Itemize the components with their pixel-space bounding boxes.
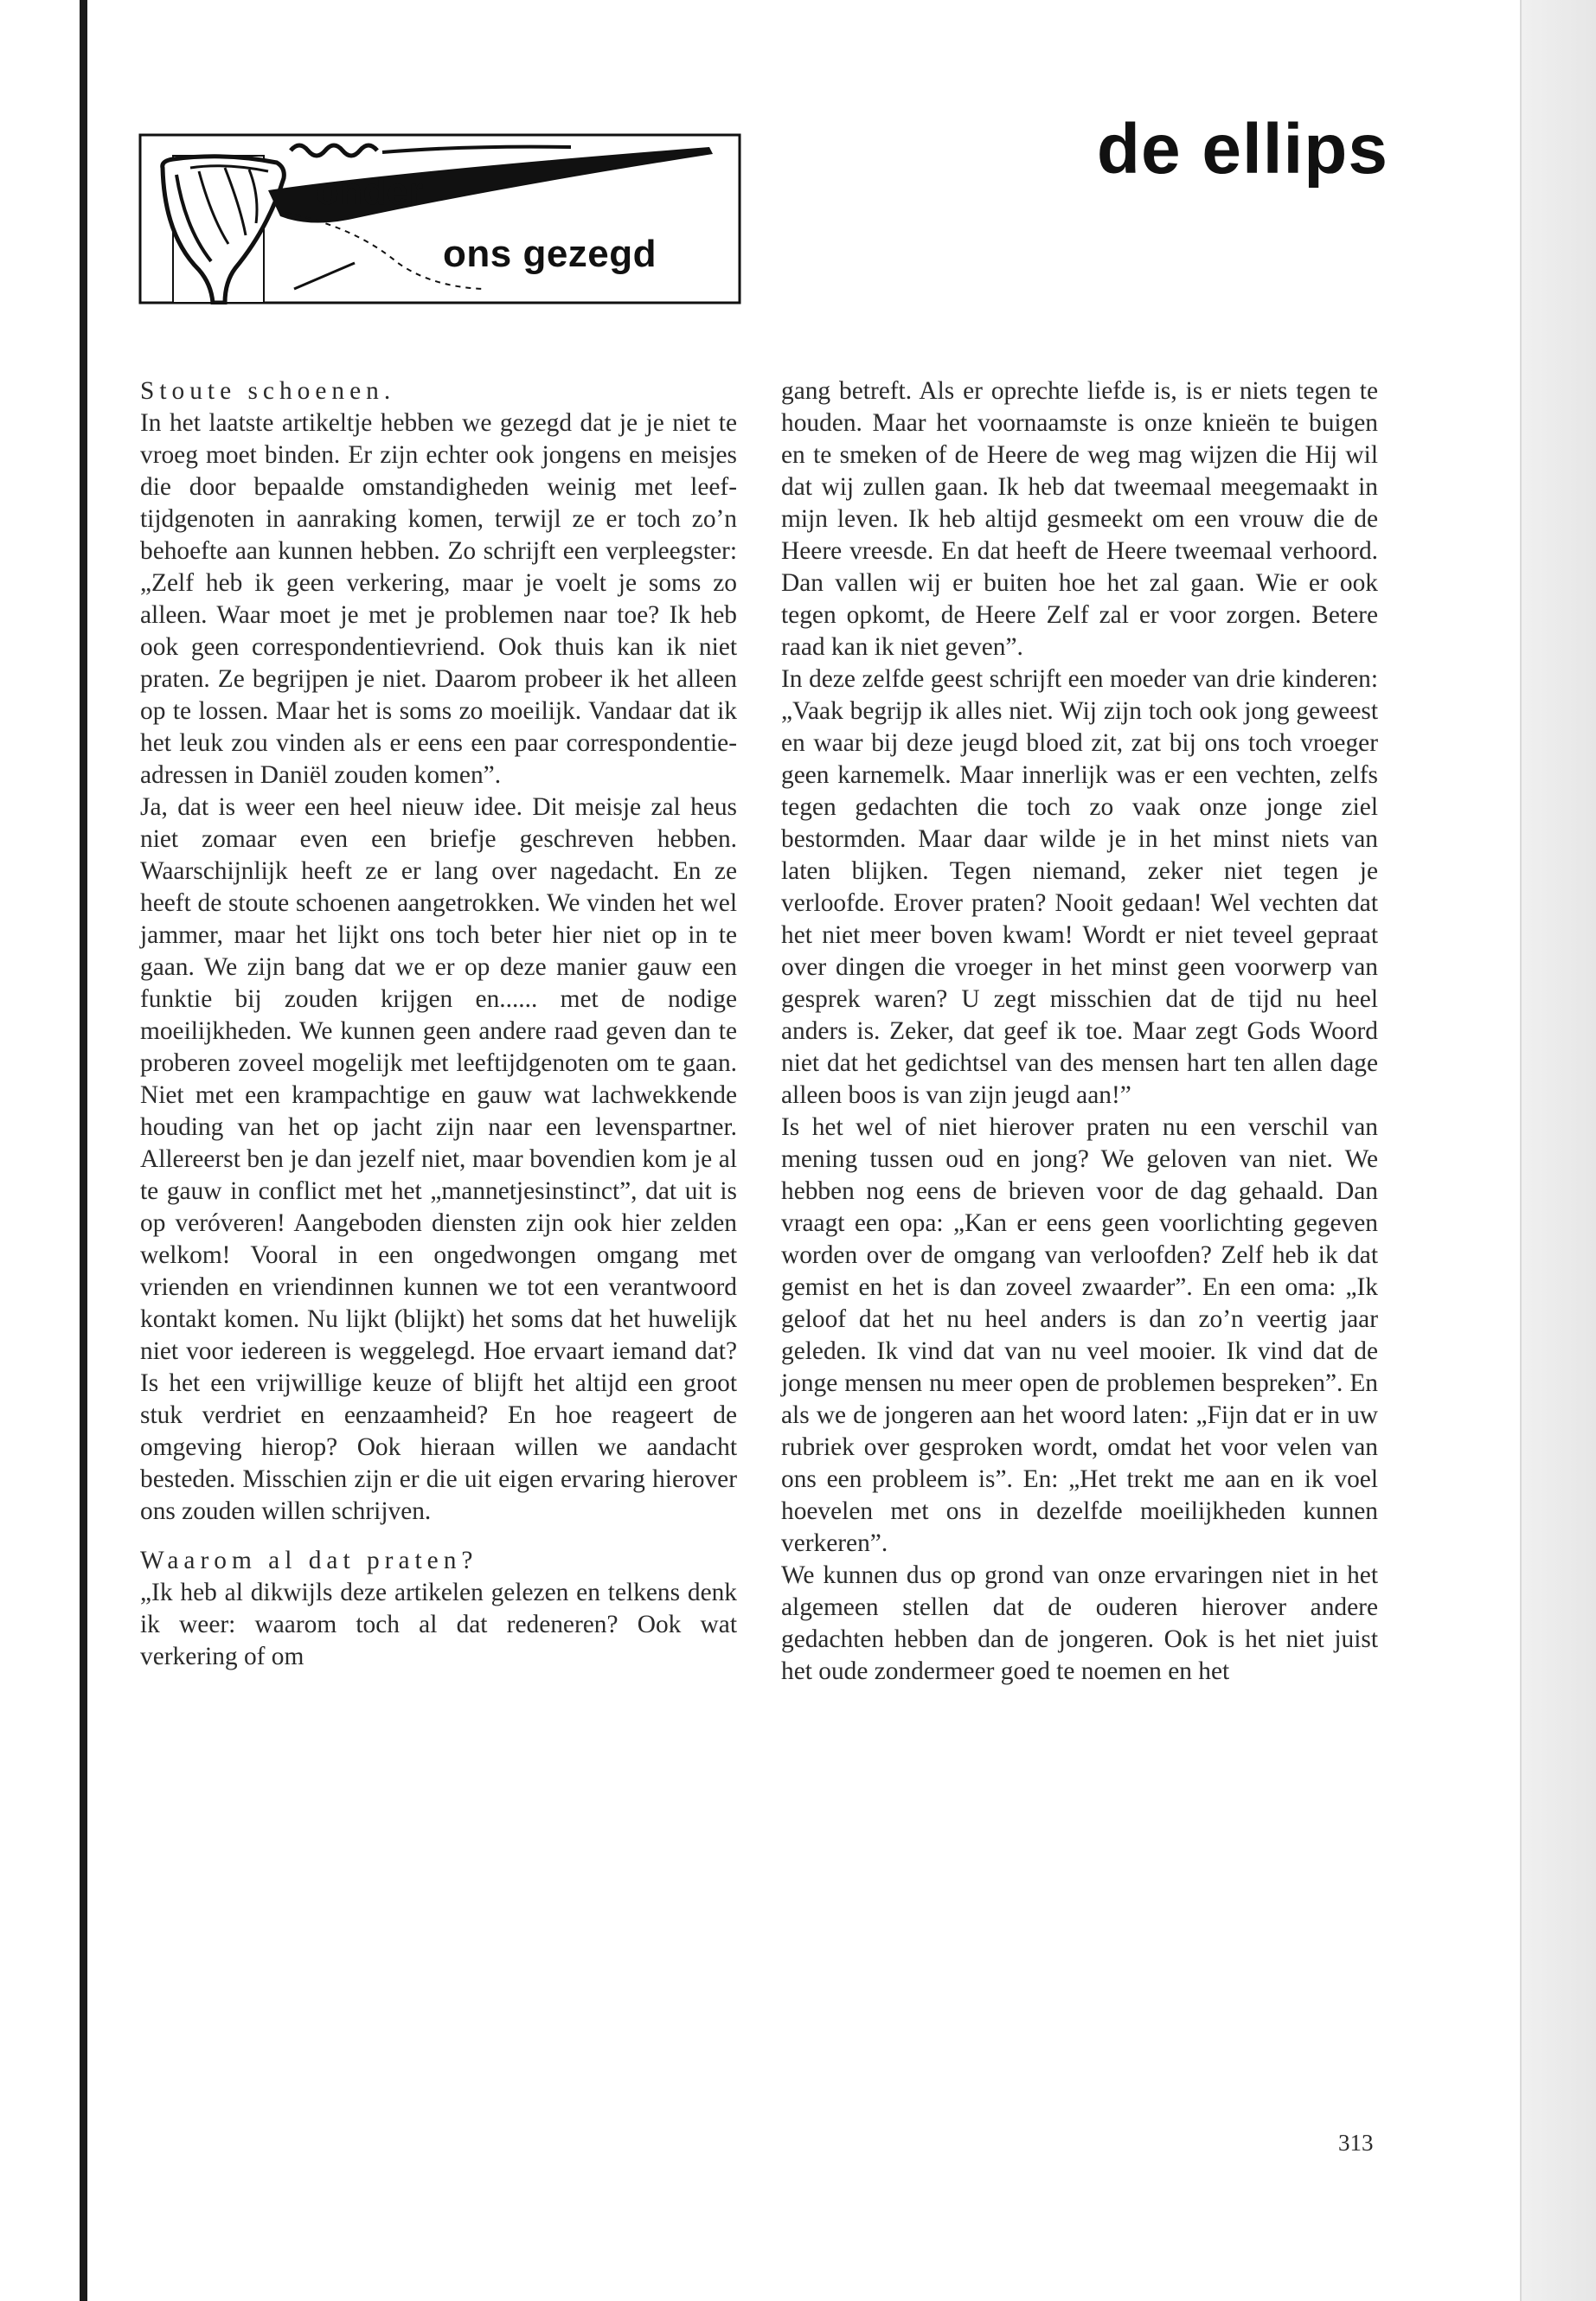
page-margin-right [1522,0,1596,2301]
paragraph: In deze zelfde geest schrijft een moeder van drie kinderen: „Vaak begrijp ik alles niet. Wij zijn toch ook jong geweest en waar bij deze jeugd bloed zit, zat bij ons toch vroeger geen karnemelk. Maar innerlijk was er een vechten, zelfs tegen gedachten die toch zo vaak onze jonge ziel bestormden. Maar daar wilde je in het minst niets van laten blijken. Tegen niemand, zeker niet tegen je verloofde. Erover praten? Nooit gedaan! Wel vechten dat het niet meer boven kwam! Wordt er niet teveel gepraat over dingen die vroeger in het minst geen voorwerp van gesprek waren? U zegt misschien dat de tijd nu heel anders is. Zeker, dat geef ik toe. Maar zegt Gods Woord niet dat het gedichtsel van des mensen hart ten allen dage alleen boos is van zijn jeugd aan!” [781,665,1378,1109]
paragraph: Ja, dat is weer een heel nieuw idee. Dit meisje zal heus niet zomaar even een briefje geschreven hebben. Waarschijnlijk heeft ze er lang over nagedacht. En ze heeft de stoute schoenen aangetrokken. We vinden het wel jammer, maar het lijkt ons toch beter hier niet op in te gaan. We zijn bang dat we er op deze manier gauw een funktie bij zouden krijgen en...... met de nodige moeilijkheden. We kunnen geen andere raad geven dan te proberen zoveel mogelijk met leeftijdgenoten om te gaan. Niet met een krampachtige en gauw wat lachwekkende houding van het op jacht zijn naar een levenspartner. Allereerst ben je dan jezelf niet, maar bovendien kom je al te gauw in conflict met het „mannetjesinstinct”, dat uit is op veróveren! Aangeboden diensten zijn ook hier zelden welkom! Vooral in een ongedwongen omgang met vrienden en vriendinnen kunnen we tot een verantwoord kontakt komen. Nu lijkt (blijkt) het soms dat het huwelijk niet voor iedereen is weggelegd. Hoe ervaart iemand dat? Is het een vrijwillige keuze of blijft het altijd een groot stuk verdriet en eenzaamheid? En hoe reageert de omgeving hierop? Ook hieraan willen we aandacht besteden. Misschien zijn er die uit eigen ervaring hierover ons zouden willen schrijven. [140,793,737,1525]
right-column [781,375,1378,1688]
paragraph: We kunnen dus op grond van onze ervaringen niet in het algemeen stellen dat de ouderen hierover andere gedachten hebben dan de jongeren. Ook is het niet juist het oude zondermeer goed te noemen en het [781,1561,1378,1685]
pipe-logo-art [138,133,741,304]
column-logo [138,133,741,304]
logo-word-onder: onder [316,170,424,213]
paragraph: gang betreft. Als er oprechte liefde is, is er niets tegen te houden. Maar het voornaamste is onze knieën te buigen en te smeken of de Heere de weg mag wijzen die Hij wil dat wij zullen gaan. Ik heb dat tweemaal meegemaakt in mijn leven. Ik heb altijd gesmeekt om een vrouw die de Heere vreesde. En dat heeft de Heere tweemaal verhoord. Dan vallen wij er buiten hoe het zal gaan. Wie er ook tegen opkomt, de Heere Zelf zal er voor zorgen. Betere raad kan ik niet geven”. [781,377,1378,661]
left-column [140,375,737,1673]
binding-edge [80,0,87,2301]
paragraph: In het laatste artikeltje hebben we gezegd dat je je niet te vroeg moet binden. Er zijn echter ook jongens en meisjes die door bepaalde omstandigheden weinig met leeftijdgenoten in aanraking komen, terwijl ze er toch zo’n behoefte aan kunnen hebben. Zo schrijft een verpleegster: „Zelf heb ik geen verkering, maar je voelt je soms zo alleen. Waar moet je met je problemen naar toe? Ik heb ook geen correspondentievriend. Ook thuis kan ik niet praten. Ze begrijpen je niet. Daarom probeer ik het alleen op te lossen. Maar het is soms zo moeilijk. Vandaar dat ik het leuk zou vinden als er eens een paar correspondentieadressen in Daniël zouden komen”. [140,409,737,789]
section-heading: Stoute schoenen. [140,377,396,405]
paragraph: „Ik heb al dikwijls deze artikelen gelezen en telkens denk ik weer: waarom toch al dat redeneren? Ook wat verkering of om [140,1579,737,1670]
series-title: de ellips [1096,110,1388,189]
page-number: 313 [1338,2130,1374,2156]
section-heading: Waarom al dat praten? [140,1547,478,1574]
logo-words-ons-gezegd: ons gezegd [443,233,657,275]
page-margin-left [0,0,80,2301]
paragraph: Is het wel of niet hierover praten nu een verschil van mening tussen oud en jong? We geloven van niet. We hebben nog eens de brieven voor de dag gehaald. Dan vraagt een opa: „Kan er eens geen voorlichting gegeven worden over de omgang van verloofden? Zelf heb ik dat gemist en het is dan zoveel zwaarder”. En een oma: „Ik geloof dat het nu heel anders is dan zo’n veertig jaar geleden. Ik vind dat van nu veel mooier. Ik vind dat de jonge mensen nu meer open de problemen bespreken”. En als we de jongeren aan het woord laten: „Fijn dat er in uw rubriek over gesproken wordt, omdat het voor velen van ons een probleem is”. En: „Het trekt me aan en ik voel hoevelen met ons in dezelfde moeilijkheden kunnen verkeren”. [781,1113,1378,1557]
